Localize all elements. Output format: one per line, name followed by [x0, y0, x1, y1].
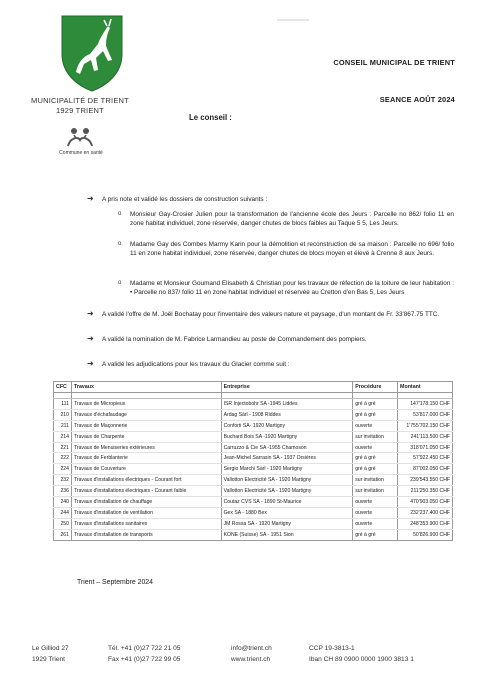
- cfc-cell: 240: [54, 497, 72, 508]
- table-row: [54, 409, 453, 420]
- entreprise-cell: KONE (Suisse) SA - 1951 Sion: [221, 529, 353, 540]
- item-text: A validé l'offre de M. Joël Bochatay pour l'inventaire des valeurs nature et paysage, d'un montant de Fr. 33'867.75 TTC.: [102, 311, 440, 318]
- column-header: Travaux: [71, 382, 221, 393]
- montant-cell: 57'922.450 CHF: [398, 453, 453, 464]
- cfc-cell: 244: [54, 507, 72, 518]
- table-row: [54, 464, 453, 475]
- table-row: [54, 442, 453, 453]
- procedure-cell: gré à gré: [353, 529, 398, 540]
- travaux-cell: Travaux de Charpente: [71, 431, 221, 442]
- procedure-cell: sur invitation: [353, 475, 398, 486]
- cfc-cell: 261: [54, 529, 72, 540]
- cfc-cell: 222: [54, 453, 72, 464]
- address-city: 1929 Trient: [32, 656, 65, 663]
- entreprise-cell: Buchard Bois SA -1920 Martigny: [221, 431, 353, 442]
- footer-contact: [231, 643, 272, 665]
- montant-cell: 211'250.350 CHF: [398, 486, 453, 497]
- travaux-cell: Travaux d'installations électriques - Courant faible: [71, 486, 221, 497]
- montant-cell: 318'071.050 CHF: [398, 442, 453, 453]
- procedure-cell: gré à gré: [353, 453, 398, 464]
- table-row: [54, 431, 453, 442]
- header-mark: [277, 19, 309, 21]
- entreprise-cell: Gex SA - 1880 Bex: [221, 507, 353, 518]
- montant-cell: 241'113.500 CHF: [398, 431, 453, 442]
- table-row: [54, 486, 453, 497]
- table-row: [54, 420, 453, 431]
- procedure-cell: ouverte: [353, 518, 398, 529]
- column-header: Procédure: [353, 382, 398, 393]
- travaux-cell: Travaux d'installations sanitaires: [71, 518, 221, 529]
- travaux-cell: Travaux de Micropieux: [71, 399, 221, 410]
- subitem-text: Madame Gay des Combes Marmy Karin pour la démolition et reconstruction de sa maison : Parcelle no 696/ folio 11 en zone habitat individuel, zone réservée, danger chutes de blocs moyen et élevé à Crenne 8 aux Jeurs.: [130, 241, 454, 257]
- footer-address: [32, 643, 69, 665]
- entreprise-cell: Ardag Sàrl - 1908 Riddes: [221, 409, 353, 420]
- arrow-bullet-icon: ➜: [87, 359, 94, 368]
- travaux-cell: Travaux d'installations électriques - Courant fort: [71, 475, 221, 486]
- entreprise-cell: JM Rossa SA - 1920 Martigny: [221, 518, 353, 529]
- travaux-cell: Travaux de Couverture: [71, 464, 221, 475]
- arrow-bullet-icon: ➜: [87, 309, 94, 318]
- municipality-postal: 1929 TRIENT: [56, 106, 104, 115]
- website-link[interactable]: www.trient.ch: [231, 656, 271, 663]
- table-row: [54, 529, 453, 540]
- entreprise-cell: Conforti SA- 1920 Martigny: [221, 420, 353, 431]
- circle-bullet-icon: o: [118, 280, 122, 286]
- arrow-bullet-icon: ➜: [87, 194, 94, 203]
- circle-bullet-icon: o: [118, 211, 122, 217]
- procedure-cell: gré à gré: [353, 464, 398, 475]
- procedure-cell: sur invitation: [353, 431, 398, 442]
- cfc-cell: 232: [54, 475, 72, 486]
- travaux-cell: Travaux de Menuiseries extérieures: [71, 442, 221, 453]
- session-title: SEANCE AOÛT 2024: [379, 95, 455, 104]
- subitem-text: Monsieur Gay-Crosier Julien pour la transformation de l'ancienne école des Jeurs : Parcelle no 862/ folio 11 en zone habitat individuel, zone réservée, danger chutes de blocs faibles au Taque 5 5, Les Jeurs.: [130, 211, 454, 227]
- procedure-cell: gré à gré: [353, 409, 398, 420]
- travaux-cell: Travaux d'installation de transports: [71, 529, 221, 540]
- entreprise-cell: Vallotton Electricité SA - 1920 Martigny: [221, 486, 353, 497]
- column-header: Montant: [398, 382, 453, 393]
- montant-cell: 470'903.050 CHF: [398, 497, 453, 508]
- table-row: [54, 399, 453, 410]
- ccp-number: CCP 19-3813-1: [309, 645, 355, 652]
- cfc-cell: 210: [54, 409, 72, 420]
- table-header-row: [54, 382, 453, 393]
- address-street: Le Gilliod 27: [32, 645, 69, 652]
- cfc-cell: 236: [54, 486, 72, 497]
- column-header: Entreprise: [221, 382, 353, 393]
- montant-cell: 248'353.900 CHF: [398, 518, 453, 529]
- municipality-name: MUNICIPALITÉ DE TRIENT: [31, 96, 129, 105]
- date-line: Trient – Septembre 2024: [77, 579, 153, 586]
- fax-number: Fax +41 (0)27 722 99 05: [108, 656, 181, 663]
- iban-number: Iban CH 89 0900 0000 1900 3813 1: [309, 656, 414, 663]
- montant-cell: 147'178.150 CHF: [398, 399, 453, 410]
- phone-number: Tél. +41 (0)27 722 21 05: [108, 645, 181, 652]
- cfc-cell: 224: [54, 464, 72, 475]
- entreprise-cell: Vallotton Electricité SA - 1920 Martigny: [221, 475, 353, 486]
- montant-cell: 87'002.050 CHF: [398, 464, 453, 475]
- travaux-cell: Travaux de Maçonnerie: [71, 420, 221, 431]
- procedure-cell: ouverte: [353, 420, 398, 431]
- table-row: [54, 497, 453, 508]
- table-row: [54, 475, 453, 486]
- entreprise-cell: Sergio Marchi Sàrl - 1920 Martigny: [221, 464, 353, 475]
- montant-cell: 53'817.000 CHF: [398, 409, 453, 420]
- health-label: Commune en santé: [59, 150, 103, 156]
- entreprise-cell: Carruzzo & Cie SA -1955 Chamoson: [221, 442, 353, 453]
- entreprise-cell: Coutaz CVS SA - 1890 St-Maurice: [221, 497, 353, 508]
- footer-phone: [108, 643, 180, 665]
- circle-bullet-icon: o: [118, 241, 122, 247]
- municipality-block: [30, 96, 130, 116]
- cfc-cell: 111: [54, 399, 72, 410]
- table-row: [54, 518, 453, 529]
- montant-cell: 239'543.550 CHF: [398, 475, 453, 486]
- intro-heading: Le conseil :: [189, 113, 232, 122]
- cfc-cell: 221: [54, 442, 72, 453]
- entreprise-cell: Jean-Michel Sarrasin SA - 1937 Orsières: [221, 453, 353, 464]
- travaux-cell: Travaux d'installation de chauffage: [71, 497, 221, 508]
- montant-cell: 50'826.900 CHF: [398, 529, 453, 540]
- travaux-cell: Travaux d'installation de ventilation: [71, 507, 221, 518]
- travaux-cell: Travaux d'échafaudage: [71, 409, 221, 420]
- adjudications-table: [53, 381, 453, 541]
- procedure-cell: ouverte: [353, 442, 398, 453]
- cfc-cell: 211: [54, 420, 72, 431]
- coat-of-arms-logo: [60, 14, 124, 92]
- procedure-cell: ouverte: [353, 497, 398, 508]
- commune-en-sante-icon: [64, 126, 96, 148]
- item-text: A validé la nomination de M. Fabrice Larmandieu au poste de Commandement des pompiers.: [102, 336, 367, 343]
- item-text: A pris note et validé les dossiers de construction suivants :: [102, 196, 268, 203]
- item-text: A validé les adjudications pour les travaux du Glacier comme suit :: [102, 361, 290, 368]
- procedure-cell: ouverte: [353, 507, 398, 518]
- entreprise-cell: ISR Injectobohr SA -1945 Liddes: [221, 399, 353, 410]
- montant-cell: 1'755'702.150 CHF: [398, 420, 453, 431]
- procedure-cell: gré à gré: [353, 399, 398, 410]
- subitem-text: Madame et Monsieur Goumand Elisabeth & Christian pour les travaux de réfection de la toiture de leur habitation : • Parcelle no 837/ folio 11 en zone habitat individuel et réservée au Cretton d'en Bas 5, Les Jeurs: [130, 280, 454, 296]
- column-header: CFC: [54, 382, 72, 393]
- cfc-cell: 250: [54, 518, 72, 529]
- document-title: CONSEIL MUNICIPAL DE TRIENT: [333, 58, 455, 67]
- cfc-cell: 214: [54, 431, 72, 442]
- travaux-cell: Travaux de Ferblanterie: [71, 453, 221, 464]
- footer-bank: [309, 643, 414, 665]
- arrow-bullet-icon: ➜: [87, 334, 94, 343]
- montant-cell: 232'237.400 CHF: [398, 507, 453, 518]
- email-link[interactable]: info@trient.ch: [231, 645, 272, 652]
- table-row: [54, 507, 453, 518]
- procedure-cell: sur invitation: [353, 486, 398, 497]
- table-row: [54, 453, 453, 464]
